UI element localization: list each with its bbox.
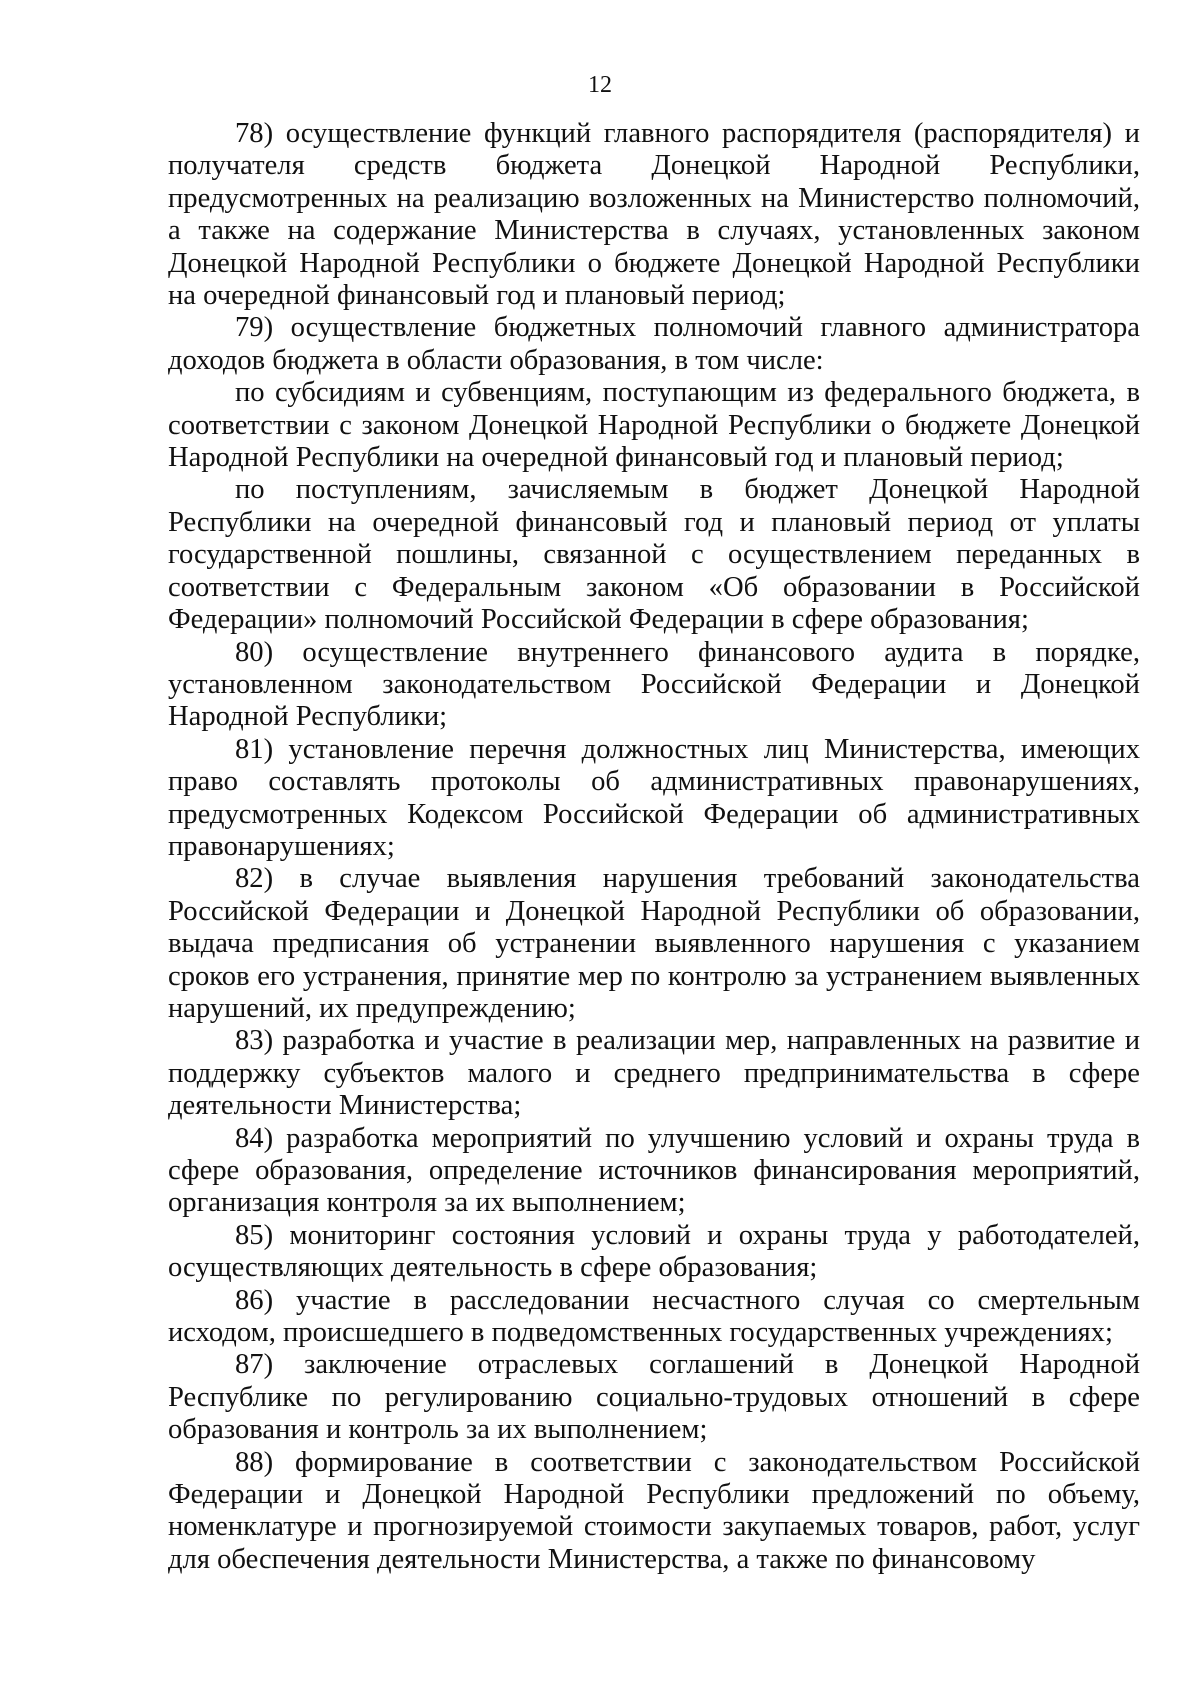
paragraph-86: 86) участие в расследовании несчастного случая со смертельным исходом, происшедшего в подведомственных государственных учреждениях; [168, 1284, 1140, 1349]
paragraph-79: 79) осуществление бюджетных полномочий главного администратора доходов бюджета в области образования, в том числе: [168, 312, 1140, 376]
document-body [168, 118, 1140, 1576]
paragraph-83: 83) разработка и участие в реализации мер, направленных на развитие и поддержку субъектов малого и среднего предпринимательства в сфере деятельности Министерства; [168, 1025, 1140, 1122]
page-number: 12 [588, 72, 612, 98]
paragraph-88: 88) формирование в соответствии с законодательством Российской Федерации и Донецкой Народной Республики предложений по объему, номенклатуре и прогнозируемой стоимости закупаемых товаров, работ, услуг для обеспечения деятельности Министерства, а также по финансовому [168, 1446, 1140, 1575]
paragraph-79-state-duty: по поступлениям, зачисляемым в бюджет Донецкой Народной Республики на очередной финансовый год и плановый период от уплаты государственной пошлины, связанной с осуществлением переданных в соответствии с Федеральным законом «Об образовании в Российской Федерации» полномочий Российской Федерации в сфере образования; [168, 474, 1140, 636]
paragraph-80: 80) осуществление внутреннего финансового аудита в порядке, установленном законодательством Российской Федерации и Донецкой Народной Республики; [168, 636, 1140, 733]
paragraph-85: 85) мониторинг состояния условий и охраны труда у работодателей, осуществляющих деятельность в сфере образования; [168, 1219, 1140, 1284]
paragraph-82: 82) в случае выявления нарушения требований законодательства Российской Федерации и Донецкой Народной Республики об образовании, выдача предписания об устранении выявленного нарушения с указанием сроков его устранения, принятие мер по контролю за устранением выявленных нарушений, их предупреждению; [168, 863, 1140, 1024]
paragraph-81: 81) установление перечня должностных лиц Министерства, имеющих право составлять протоколы об административных правонарушениях, предусмотренных Кодексом Российской Федерации об административных правонарушениях; [168, 733, 1140, 862]
paragraph-79-subsidies: по субсидиям и субвенциям, поступающим из федерального бюджета, в соответствии с законом Донецкой Народной Республики о бюджете Донецкой Народной Республики на очередной финансовый год и плановый период; [168, 377, 1140, 474]
paragraph-78: 78) осуществление функций главного распорядителя (распорядителя) и получателя средств бюджета Донецкой Народной Республики, предусмотренных на реализацию возложенных на Министерство полномочий, а также на содержание Министерства в случаях, установленных законом Донецкой Народной Республики о бюджете Донецкой Народной Республики на очередной финансовый год и плановый период; [168, 118, 1140, 312]
paragraph-84: 84) разработка мероприятий по улучшению условий и охраны труда в сфере образования, определение источников финансирования мероприятий, организация контроля за их выполнением; [168, 1122, 1140, 1219]
paragraph-87: 87) заключение отраслевых соглашений в Донецкой Народной Республике по регулированию социально-трудовых отношений в сфере образования и контроль за их выполнением; [168, 1349, 1140, 1446]
